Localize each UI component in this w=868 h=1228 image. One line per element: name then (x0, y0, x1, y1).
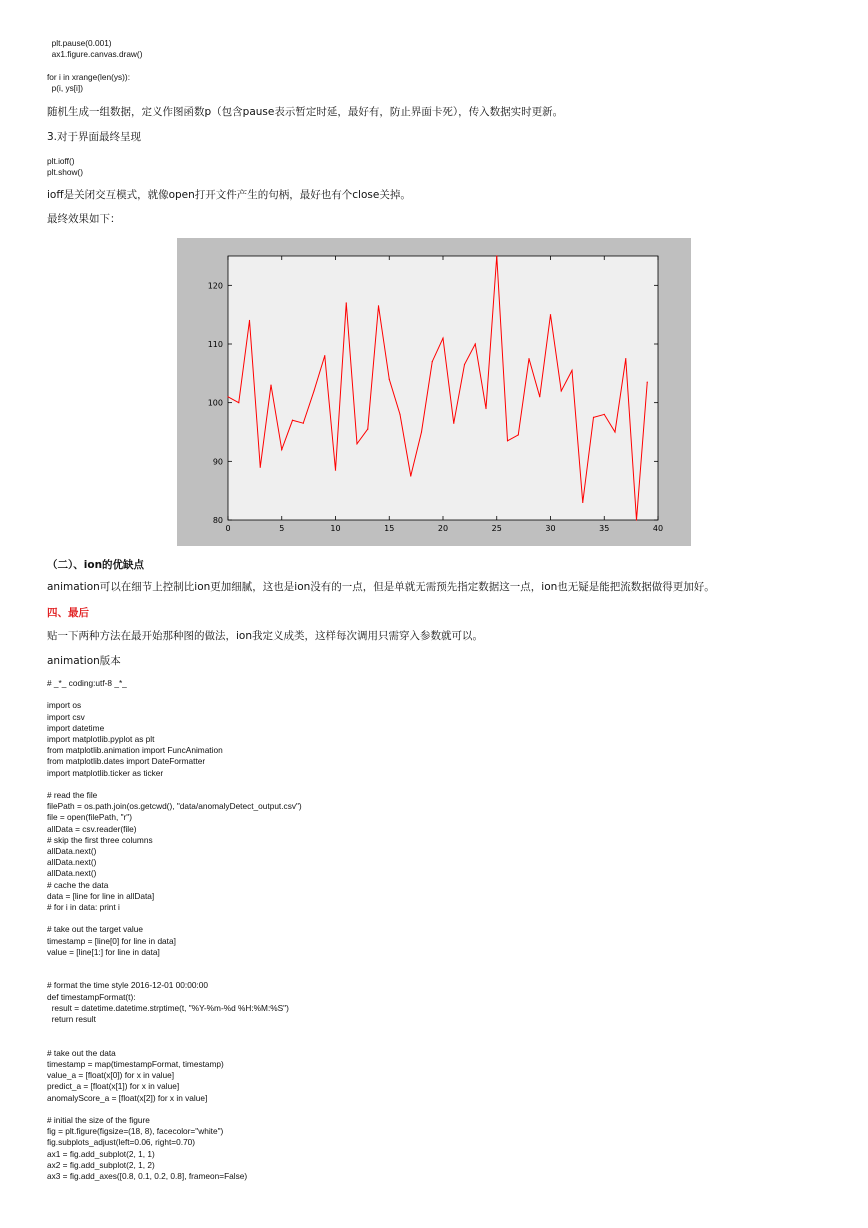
x-tick-label: 35 (599, 524, 610, 533)
data-point (303, 423, 304, 424)
x-tick-label: 20 (437, 524, 449, 533)
data-point (636, 519, 637, 520)
data-point (604, 414, 605, 415)
paragraph-animation-version: animation版本 (47, 655, 121, 667)
data-point (442, 338, 443, 339)
paragraph-result: 最终效果如下： (47, 213, 121, 225)
paragraph-two-methods: 贴一下两种方法在最开始那种图的做法，ion我定义成类，这样每次调用只需穿入参数就可以。 (47, 630, 483, 642)
paragraph-random-data: 随机生成一组数据，定义作图函数p（包含pause表示暂定时延，最好有，防止界面卡死），传入数据实时更新。 (47, 106, 564, 118)
y-tick-label: 100 (207, 398, 223, 408)
y-tick-label: 120 (207, 281, 223, 291)
data-point (571, 370, 572, 371)
data-point (421, 431, 422, 432)
data-point (496, 255, 497, 256)
data-point (335, 470, 336, 471)
data-point (292, 420, 293, 421)
data-point (249, 320, 250, 321)
x-tick-label: 10 (330, 524, 341, 533)
paragraph-animation-vs-ion: animation可以在细节上控制比ion更加细腻，这也是ion没有的一点，但是单就无需预先指定数据这一点，ion也无疑是能把流数据做得更加好。 (47, 581, 715, 593)
x-tick-label: 25 (491, 524, 502, 533)
data-point (593, 417, 594, 418)
data-point (356, 443, 357, 444)
data-point (399, 414, 400, 415)
data-point (346, 302, 347, 303)
data-point (313, 390, 314, 391)
data-point (238, 402, 239, 403)
y-tick-label: 80 (212, 516, 223, 525)
data-point (518, 434, 519, 435)
x-tick-label: 40 (652, 524, 664, 533)
data-point (367, 428, 368, 429)
data-point (614, 431, 615, 432)
chart-figure (177, 238, 691, 546)
data-point (582, 502, 583, 503)
data-point (561, 390, 562, 391)
line-chart (177, 238, 691, 546)
code-block-animation: # _*_ coding:utf-8 _*_ import os import csv import datetime import matplotlib.pyplot as plt from matplotlib.animation import FuncAnimation from matplotlib.dates import DateFormatter import matplotlib.ticker as ticker # read the file filePath = os.path.join(os.getcwd(), "data/anomalyDetect_output.csv") file = open(filePath, "r") allData = csv.reader(file) # skip the first three columns allData.next() allData.next() allData.next() # cache the data data = [line for line in allData] # for i in data: print i # take out the target value timestamp = [line[0] for line in data] value = [line[1:] for line in data] # format the time style 2016-12-01 00:00:00 def timestampFormat(t): result = datetime.datetime.strptime(t, "%Y-%m-%d %H:%M:%S") return result # take out the data timestamp = map(timestampFormat, timestamp) value_a = [float(x[0]) for x in value] predict_a = [float(x[1]) for x in value] anomalyScore_a = [float(x[2]) for x in value] # initial the size of the figure fig = plt.figure(figsize=(18, 8), facecolor="white") fig.subplots_adjust(left=0.06, right=0.70) ax1 = fig.add_subplot(2, 1, 1) ax2 = fig.add_subplot(2, 1, 2) ax3 = fig.add_axes([0.8, 0.1, 0.2, 0.8], frameon=False) (47, 678, 302, 1181)
data-point (432, 361, 433, 362)
x-tick-label: 15 (384, 524, 395, 533)
data-point (281, 449, 282, 450)
section-title-final: 四、最后 (47, 607, 89, 619)
section-title-ion-pros-cons: （二）、ion的优缺点 (47, 559, 145, 571)
y-tick-label: 110 (207, 340, 223, 349)
data-point (550, 314, 551, 315)
data-point (260, 467, 261, 468)
data-point (453, 423, 454, 424)
paragraph-final-display: 3.对于界面最终呈现 (47, 131, 142, 143)
data-point (625, 358, 626, 359)
x-tick-label: 30 (545, 524, 556, 533)
data-point (270, 384, 271, 385)
y-tick-label: 90 (212, 457, 223, 467)
data-point (528, 358, 529, 359)
data-point (410, 475, 411, 476)
data-point (464, 364, 465, 365)
data-point (507, 440, 508, 441)
data-point (324, 355, 325, 356)
data-point (647, 382, 648, 383)
data-point (389, 379, 390, 380)
code-block-ioff: plt.ioff() plt.show() (47, 156, 83, 178)
plot-area (228, 256, 658, 520)
data-point (475, 343, 476, 344)
data-point (227, 396, 228, 397)
code-block-pause: plt.pause(0.001) ax1.figure.canvas.draw() for i in xrange(len(ys)): p(i, ys[i]) (47, 38, 143, 93)
paragraph-ioff: ioff是关闭交互模式，就像open打开文件产生的句柄，最好也有个close关掉。 (47, 189, 411, 201)
x-tick-label: 0 (225, 524, 231, 533)
data-point (485, 408, 486, 409)
data-point (378, 305, 379, 306)
data-point (539, 396, 540, 397)
x-tick-label: 5 (279, 524, 285, 533)
